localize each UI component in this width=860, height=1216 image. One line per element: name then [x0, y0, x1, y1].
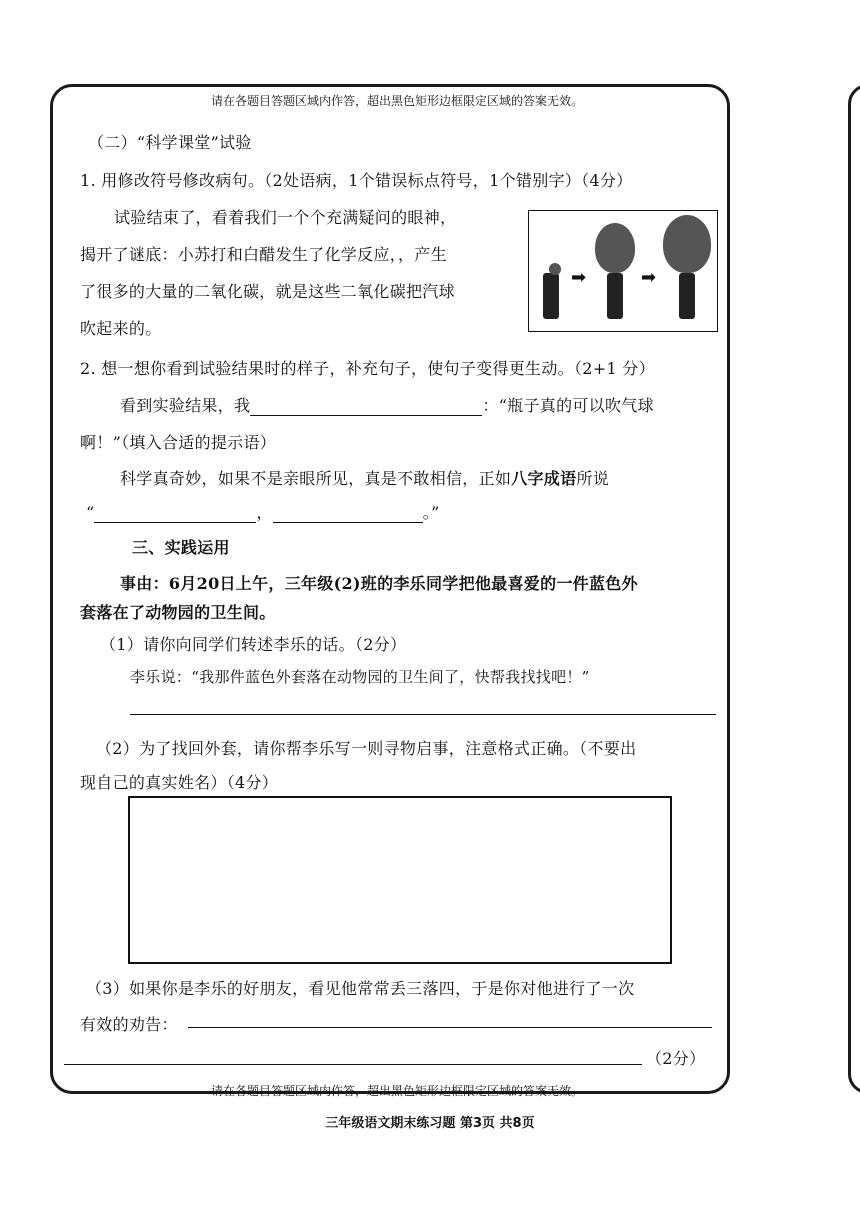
passage-line-1: 试验结束了，看着我们一个个充满疑问的眼神，: [114, 208, 457, 227]
part-3-line-2: 有效的劝告：: [80, 1015, 178, 1034]
part-3-line-1: （3）如果你是李乐的好朋友，看见他常常丢三落四，于是你对他进行了一次: [86, 979, 635, 998]
q2-prefix: 看到实验结果，我: [120, 396, 251, 415]
part-3-score: （2分）: [646, 1049, 706, 1068]
part-3-answer-line-1[interactable]: [188, 1027, 712, 1028]
question-2: 2. 想一想你看到试验结果时的样子，补充句子，使句子变得更生动。（2+1 分）: [80, 359, 655, 378]
lost-notice-writing-box[interactable]: [128, 796, 672, 964]
q2-quote-text: ：“瓶子真的可以吹气球: [482, 396, 654, 415]
top-notice: 请在各题目答题区域内作答，超出黑色矩形边框限定区域的答案无效。: [210, 94, 583, 108]
q2-line-2: 啊！”（填入合适的提示语）: [80, 433, 277, 452]
bottle-icon: [679, 273, 695, 319]
part-1-question: （1）请你向同学们转述李乐的话。（2分）: [100, 635, 407, 654]
event-line-2: 套落在了动物园的卫生间。: [80, 603, 276, 622]
part-2-line-1: （2）为了找回外套，请你帮李乐写一则寻物启事，注意格式正确。（不要出: [96, 739, 637, 758]
arrow-right-icon: ➡: [571, 267, 587, 288]
q2-blank-prompt[interactable]: [250, 399, 482, 416]
balloon-small-icon: [549, 263, 561, 275]
passage-line-4: 吹起来的。: [80, 319, 162, 338]
arrow-right-icon: ➡: [641, 267, 657, 288]
comma: ，: [256, 503, 273, 522]
q2-line3-end: 所说: [576, 469, 610, 488]
open-quote: “: [86, 503, 95, 522]
passage-line-3: 了很多的大量的二氧化碳，就是这些二氧化碳把汽球: [80, 282, 455, 301]
balloon-experiment-illustration: [528, 210, 718, 332]
part-3-answer-line-2[interactable]: [64, 1064, 642, 1065]
part-2-line-2: 现自己的真实姓名）（4分）: [80, 773, 279, 792]
event-line-1: 事由：6月20日上午，三年级(2)班的李乐同学把他最喜爱的一件蓝色外: [120, 574, 638, 593]
bottle-icon: [607, 273, 623, 319]
close-quote: 。”: [422, 503, 440, 522]
section2-title: （二）“科学课堂”试验: [88, 133, 252, 152]
balloon-large-icon: [663, 215, 711, 273]
balloon-medium-icon: [595, 223, 635, 273]
bottle-icon: [543, 273, 559, 319]
page-footer: 三年级语文期末练习题 第3页 共8页: [325, 1116, 535, 1131]
q2-line3-text: 科学真奇妙，如果不是亲眼所见，真是不敢相信，正如: [120, 469, 512, 488]
question-1: 1. 用修改符号修改病句。（2处语病，1个错误标点符号，1个错别字）（4分）: [80, 171, 633, 190]
part-1-answer-line[interactable]: [130, 714, 716, 715]
q2-line-3: [120, 466, 609, 489]
passage-line-2: 揭开了谜底：小苏打和白醋发生了化学反应，，产生: [80, 245, 447, 264]
idiom-blank-2[interactable]: [273, 506, 423, 523]
bottom-notice: 请在各题目答题区域内作答，超出黑色矩形边框限定区域的答案无效。: [210, 1084, 583, 1098]
next-page-border: [848, 84, 860, 1094]
q2-eight-char-idiom: 八字成语: [511, 469, 577, 488]
q2-line-1: [120, 393, 654, 416]
part-1-quote: 李乐说：“我那件蓝色外套落在动物园的卫生间了，快帮我找找吧！”: [130, 668, 590, 686]
idiom-blank-1[interactable]: [94, 506, 256, 523]
q2-line-4: [86, 500, 440, 523]
section3-title: 三、实践运用: [132, 538, 230, 557]
